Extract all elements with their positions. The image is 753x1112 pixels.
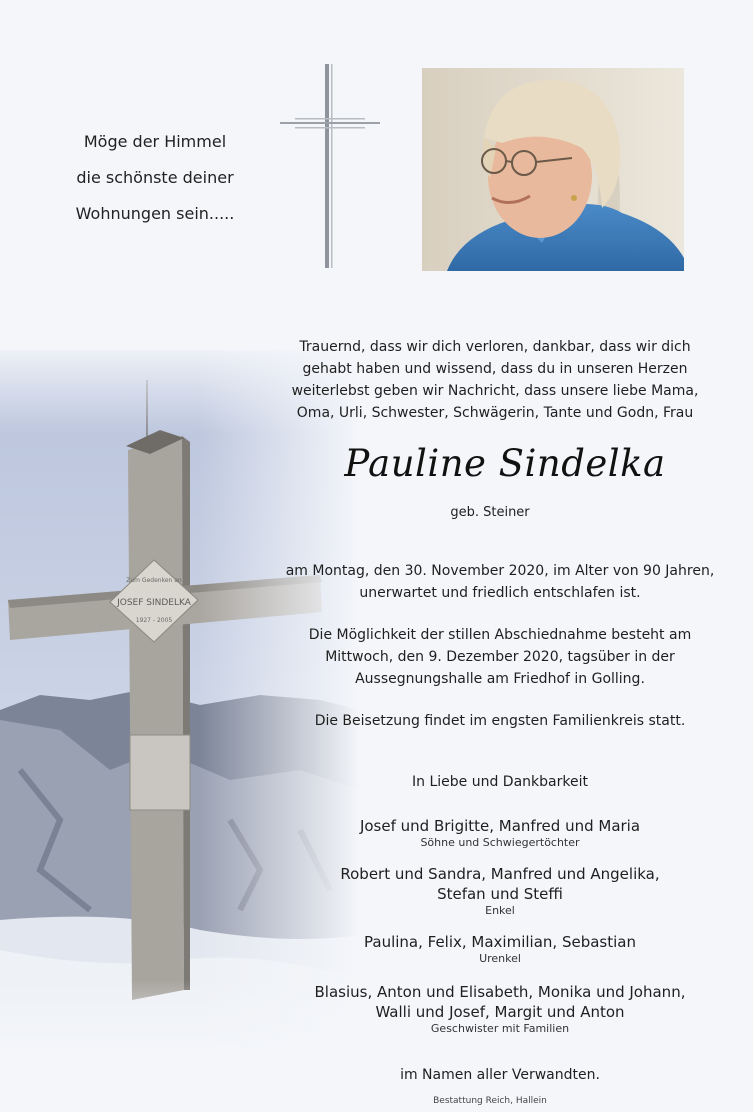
family-group	[270, 864, 730, 918]
intro-line: Trauernd, dass wir dich verloren, dankbar, dass wir dich	[299, 339, 691, 355]
farewell-line: Mittwoch, den 9. Dezember 2020, tagsüber in der	[325, 649, 675, 665]
deceased-name: Pauline Sindelka	[344, 442, 666, 485]
death-line: am Montag, den 30. November 2020, im Alter von 90 Jahren,	[285, 563, 715, 579]
family-names: Walli und Josef, Margit und Anton	[375, 1003, 625, 1021]
announcement-intro	[275, 336, 715, 424]
family-names: Stefan und Steffi	[437, 885, 563, 903]
family-group	[270, 982, 730, 1036]
death-line: unerwartet und friedlich entschlafen ist.	[359, 585, 641, 601]
closing-text: In Liebe und Dankbarkeit	[412, 774, 588, 790]
undertaker-credit: Bestattung Reich, Hallein	[433, 1096, 547, 1106]
farewell-line: Die Möglichkeit der stillen Abschiednahme besteht am	[308, 627, 692, 643]
memorial-quote	[40, 124, 270, 232]
death-notice	[265, 560, 735, 604]
family-relation: Enkel	[485, 904, 515, 917]
family-names: Paulina, Felix, Maximilian, Sebastian	[364, 933, 636, 951]
burial-info: Die Beisetzung findet im engsten Familienkreis statt.	[314, 713, 686, 729]
family-relation: Urenkel	[479, 952, 521, 965]
family-relation: Söhne und Schwiegertöchter	[420, 836, 580, 849]
cross-icon	[270, 62, 390, 272]
family-names: Josef und Brigitte, Manfred und Maria	[359, 817, 641, 835]
farewell-info	[265, 624, 735, 690]
family-names: Robert und Sandra, Manfred und Angelika,	[340, 865, 660, 883]
portrait-photo	[422, 68, 684, 271]
family-relation: Geschwister mit Familien	[430, 1022, 570, 1035]
relatives-text: im Namen aller Verwandten.	[400, 1067, 600, 1083]
family-group	[270, 816, 730, 850]
family-names: Blasius, Anton und Elisabeth, Monika und Johann,	[314, 983, 686, 1001]
family-group	[270, 932, 730, 966]
quote-line: Möge der Himmel	[83, 132, 227, 151]
intro-line: weiterlebst geben wir Nachricht, dass unsere liebe Mama,	[291, 383, 699, 399]
birth-name: geb. Steiner	[450, 505, 530, 520]
quote-line: die schönste deiner	[76, 168, 234, 187]
intro-line: Oma, Urli, Schwester, Schwägerin, Tante und Godn, Frau	[296, 405, 694, 421]
intro-line: gehabt haben und wissend, dass du in unseren Herzen	[302, 361, 688, 377]
quote-line: Wohnungen sein.....	[75, 204, 235, 223]
farewell-line: Aussegnungshalle am Friedhof in Golling.	[355, 671, 645, 687]
